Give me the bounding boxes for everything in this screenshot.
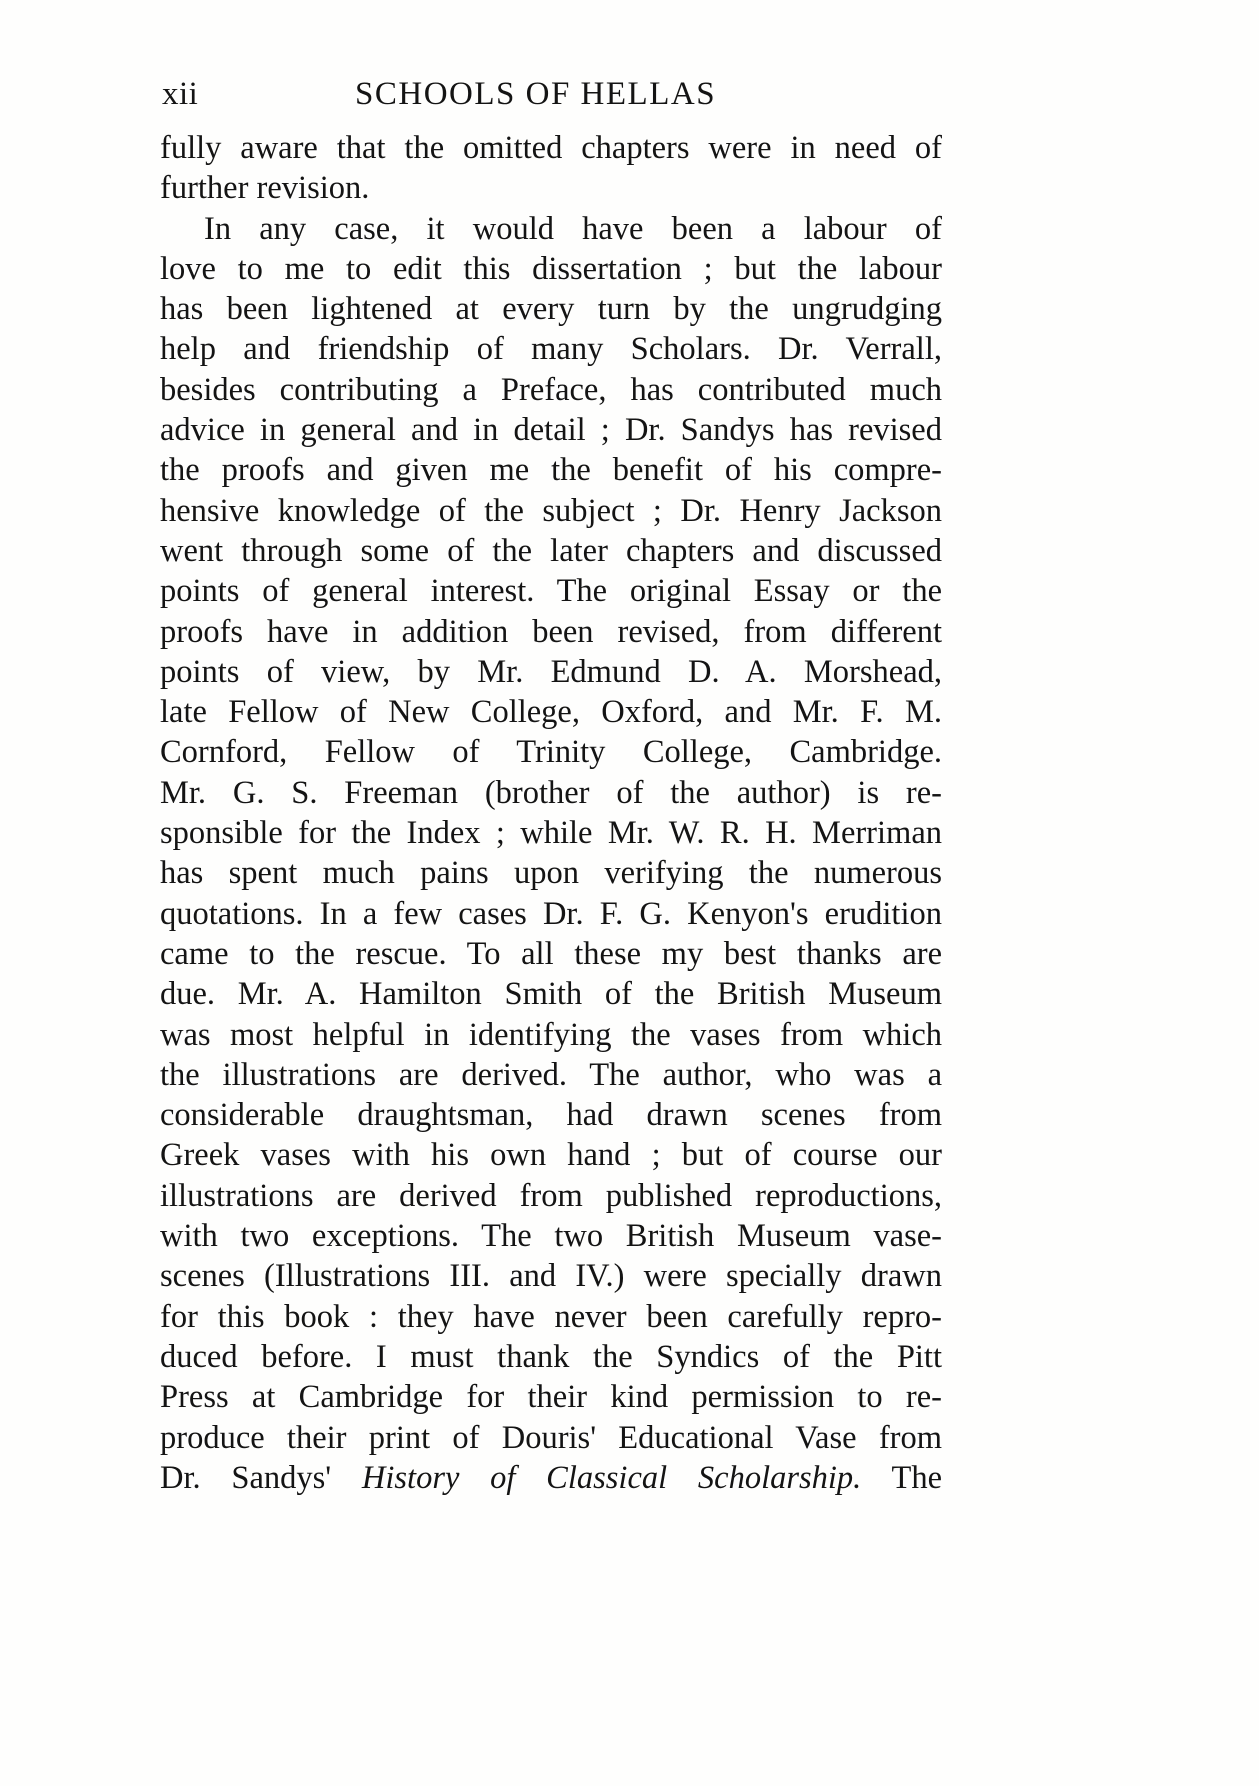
- text-line: Press at Cambridge for their kind permission to re-: [160, 1379, 942, 1416]
- text-line: with two exceptions. The two British Museum vase-: [160, 1218, 942, 1255]
- page-number: xii: [162, 76, 199, 112]
- text-line: Cornford, Fellow of Trinity College, Cambridge.: [160, 734, 942, 771]
- text-line: help and friendship of many Scholars. Dr. Verrall,: [160, 331, 942, 368]
- text-line: advice in general and in detail ; Dr. Sandys has revised: [160, 412, 942, 449]
- last-line-suffix: The: [891, 1459, 943, 1496]
- text-line-final: [160, 1458, 942, 1498]
- text-line: Greek vases with his own hand ; but of course our: [160, 1137, 942, 1174]
- text-line: In any case, it would have been a labour of: [204, 210, 942, 247]
- last-line-prefix: Dr. Sandys': [160, 1459, 332, 1496]
- text-line: the proofs and given me the benefit of his compre-: [160, 452, 942, 489]
- text-line: fully aware that the omitted chapters were in need of: [160, 130, 942, 166]
- book-title-italic: History of Classical Scholarship.: [361, 1459, 862, 1496]
- text-line: the illustrations are derived. The author, who was a: [160, 1056, 942, 1093]
- text-line: was most helpful in identifying the vases from which: [160, 1016, 942, 1053]
- text-line: points of general interest. The original Essay or the: [160, 573, 942, 610]
- text-line: has been lightened at every turn by the ungrudging: [160, 291, 942, 328]
- text-line: has spent much pains upon verifying the numerous: [160, 855, 942, 892]
- text-line: love to me to edit this dissertation ; but the labour: [160, 250, 942, 287]
- text-line: quotations. In a few cases Dr. F. G. Kenyon's erudition: [160, 895, 942, 932]
- text-line: besides contributing a Preface, has contributed much: [160, 371, 942, 408]
- text-line: for this book : they have never been carefully repro-: [160, 1298, 942, 1335]
- text-line: late Fellow of New College, Oxford, and Mr. F. M.: [160, 694, 942, 731]
- text-line: illustrations are derived from published reproductions,: [160, 1177, 942, 1214]
- running-title: SCHOOLS OF HELLAS: [355, 76, 717, 112]
- text-line: sponsible for the Index ; while Mr. W. R. H. Merriman: [160, 815, 942, 852]
- text-line: Mr. G. S. Freeman (brother of the author) is re-: [160, 774, 942, 811]
- text-line: produce their print of Douris' Educational Vase from: [160, 1419, 942, 1456]
- page-header: [162, 76, 942, 120]
- text-line: proofs have in addition been revised, from different: [160, 613, 942, 650]
- text-line: points of view, by Mr. Edmund D. A. Morshead,: [160, 653, 942, 690]
- text-line: considerable draughtsman, had drawn scenes from: [160, 1097, 942, 1134]
- text-line: further revision.: [160, 170, 370, 207]
- text-line: duced before. I must thank the Syndics of the Pitt: [160, 1338, 942, 1375]
- text-line: scenes (Illustrations III. and IV.) were specially drawn: [160, 1258, 942, 1295]
- body-text: [160, 128, 942, 1498]
- text-line: went through some of the later chapters and discussed: [160, 532, 942, 569]
- text-line: hensive knowledge of the subject ; Dr. Henry Jackson: [160, 492, 942, 529]
- text-line: came to the rescue. To all these my best thanks are: [160, 935, 942, 972]
- text-line: due. Mr. A. Hamilton Smith of the British Museum: [160, 976, 942, 1013]
